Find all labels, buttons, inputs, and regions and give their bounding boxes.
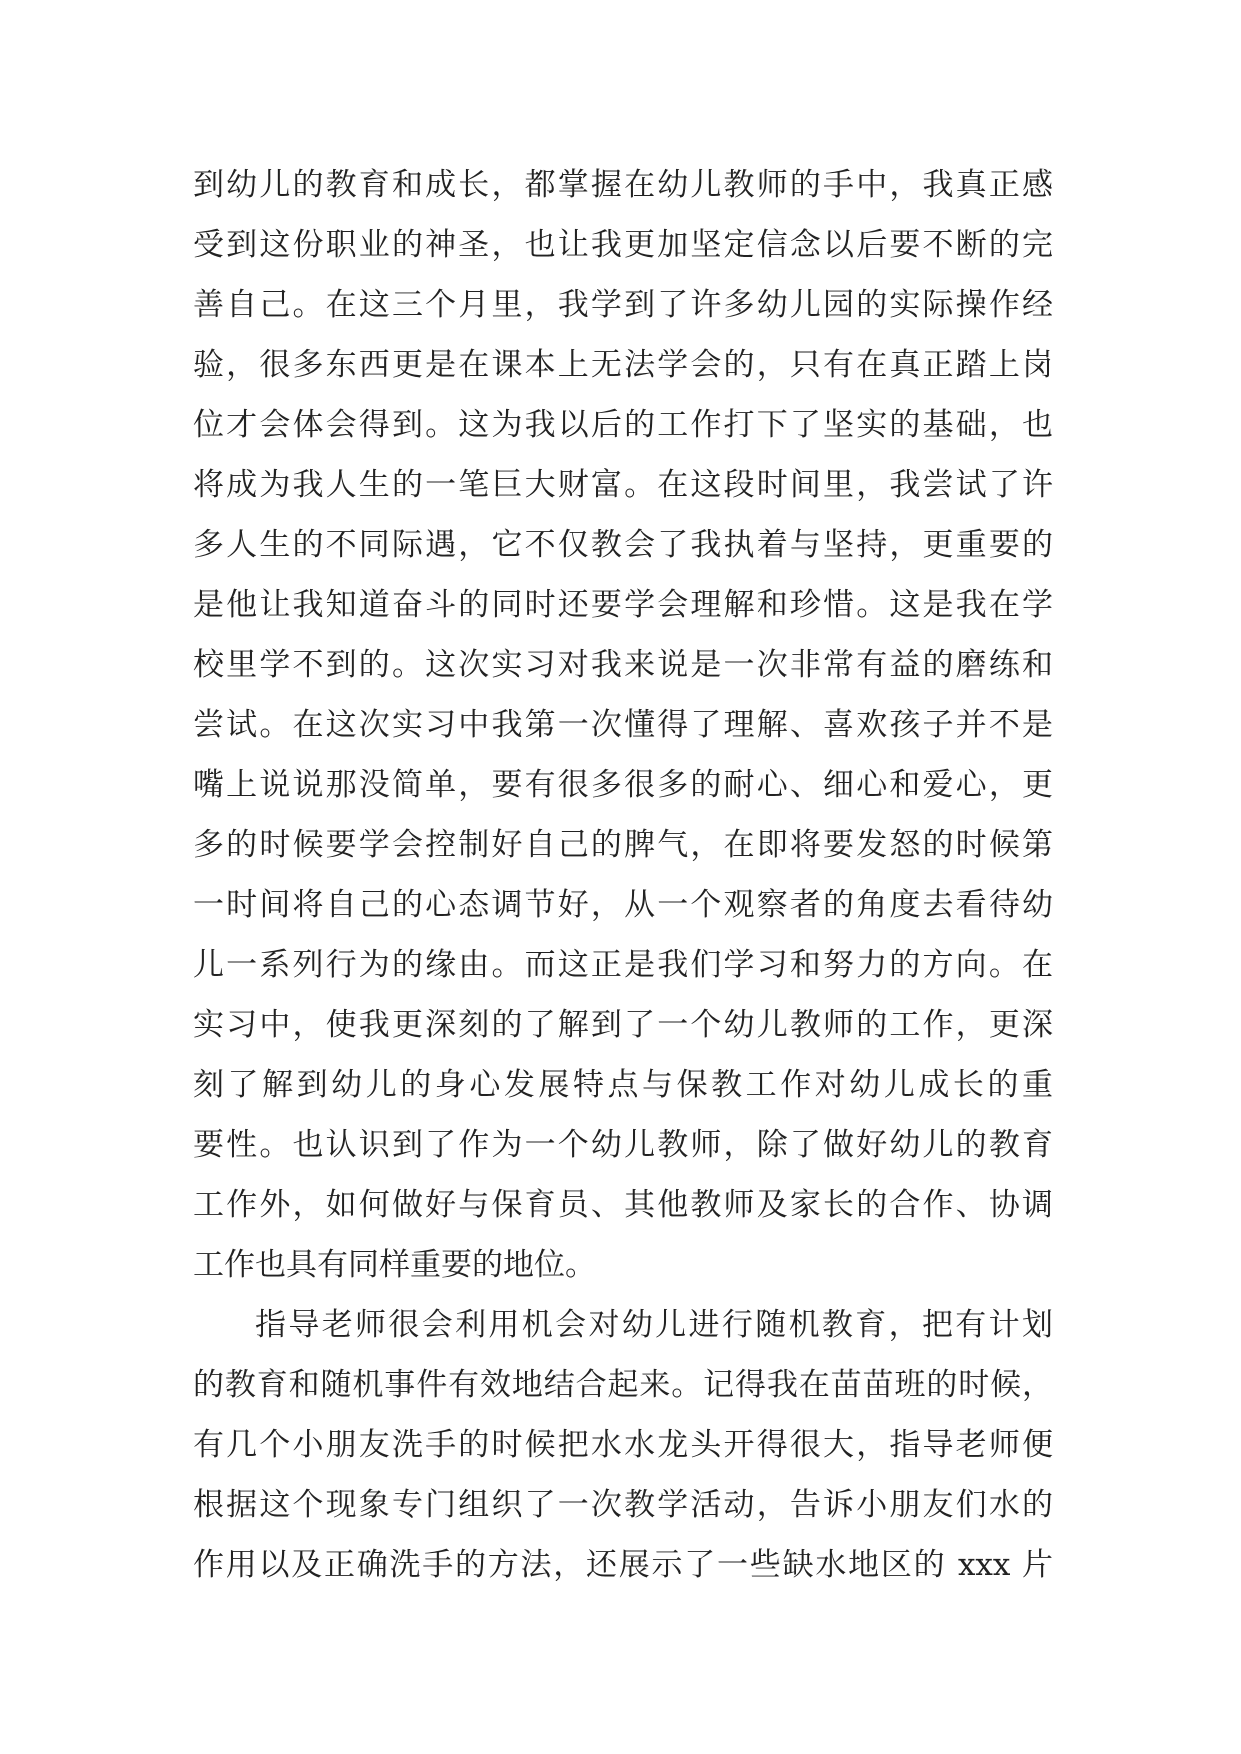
- paragraph-1-line: 嘴上说说那没简单，要有很多很多的耐心、细心和爱心，更: [193, 767, 1053, 803]
- paragraph-2-line: 根据这个现象专门组织了一次教学活动，告诉小朋友们水的: [193, 1487, 1053, 1523]
- paragraph-1-line: 善自己。在这三个月里，我学到了许多幼儿园的实际操作经: [193, 287, 1053, 323]
- paragraph-1-line: 工作也具有同样重要的地位。: [193, 1247, 596, 1283]
- paragraph-1-line: 到幼儿的教育和成长，都掌握在幼儿教师的手中，我真正感: [193, 167, 1053, 203]
- paragraph-1-line: 要性。也认识到了作为一个幼儿教师，除了做好幼儿的教育: [193, 1127, 1053, 1163]
- paragraph-1-line: 工作外，如何做好与保育员、其他教师及家长的合作、协调: [193, 1187, 1053, 1223]
- paragraph-2-line: 有几个小朋友洗手的时候把水水龙头开得很大，指导老师便: [193, 1427, 1053, 1463]
- paragraph-2-line: 指导老师很会利用机会对幼儿进行随机教育，把有计划: [255, 1307, 1053, 1343]
- paragraph-2-line: 的教育和随机事件有效地结合起来。记得我在苗苗班的时候，: [193, 1367, 1053, 1403]
- paragraph-2-line: 作用以及正确洗手的方法，还展示了一些缺水地区的 xxx 片: [193, 1547, 1053, 1583]
- paragraph-1-line: 校里学不到的。这次实习对我来说是一次非常有益的磨练和: [193, 647, 1053, 683]
- body-text: [193, 155, 1053, 1595]
- paragraph-1-line: 位才会体会得到。这为我以后的工作打下了坚实的基础，也: [193, 407, 1053, 443]
- paragraph-1-line: 多人生的不同际遇，它不仅教会了我执着与坚持，更重要的: [193, 527, 1053, 563]
- paragraph-1-line: 验，很多东西更是在课本上无法学会的，只有在真正踏上岗: [193, 347, 1053, 383]
- paragraph-1-line: 将成为我人生的一笔巨大财富。在这段时间里，我尝试了许: [193, 467, 1053, 503]
- paragraph-1-line: 是他让我知道奋斗的同时还要学会理解和珍惜。这是我在学: [193, 587, 1053, 623]
- paragraph-1-line: 一时间将自己的心态调节好，从一个观察者的角度去看待幼: [193, 887, 1053, 923]
- paragraph-1-line: 尝试。在这次实习中我第一次懂得了理解、喜欢孩子并不是: [193, 707, 1053, 743]
- paragraph-1-line: 儿一系列行为的缘由。而这正是我们学习和努力的方向。在: [193, 947, 1053, 983]
- paragraph-1-line: 多的时候要学会控制好自己的脾气，在即将要发怒的时候第: [193, 827, 1053, 863]
- paragraph-1-line: 刻了解到幼儿的身心发展特点与保教工作对幼儿成长的重: [193, 1067, 1053, 1103]
- paragraph-1-line: 受到这份职业的神圣，也让我更加坚定信念以后要不断的完: [193, 227, 1053, 263]
- paragraph-1-line: 实习中，使我更深刻的了解到了一个幼儿教师的工作，更深: [193, 1007, 1053, 1043]
